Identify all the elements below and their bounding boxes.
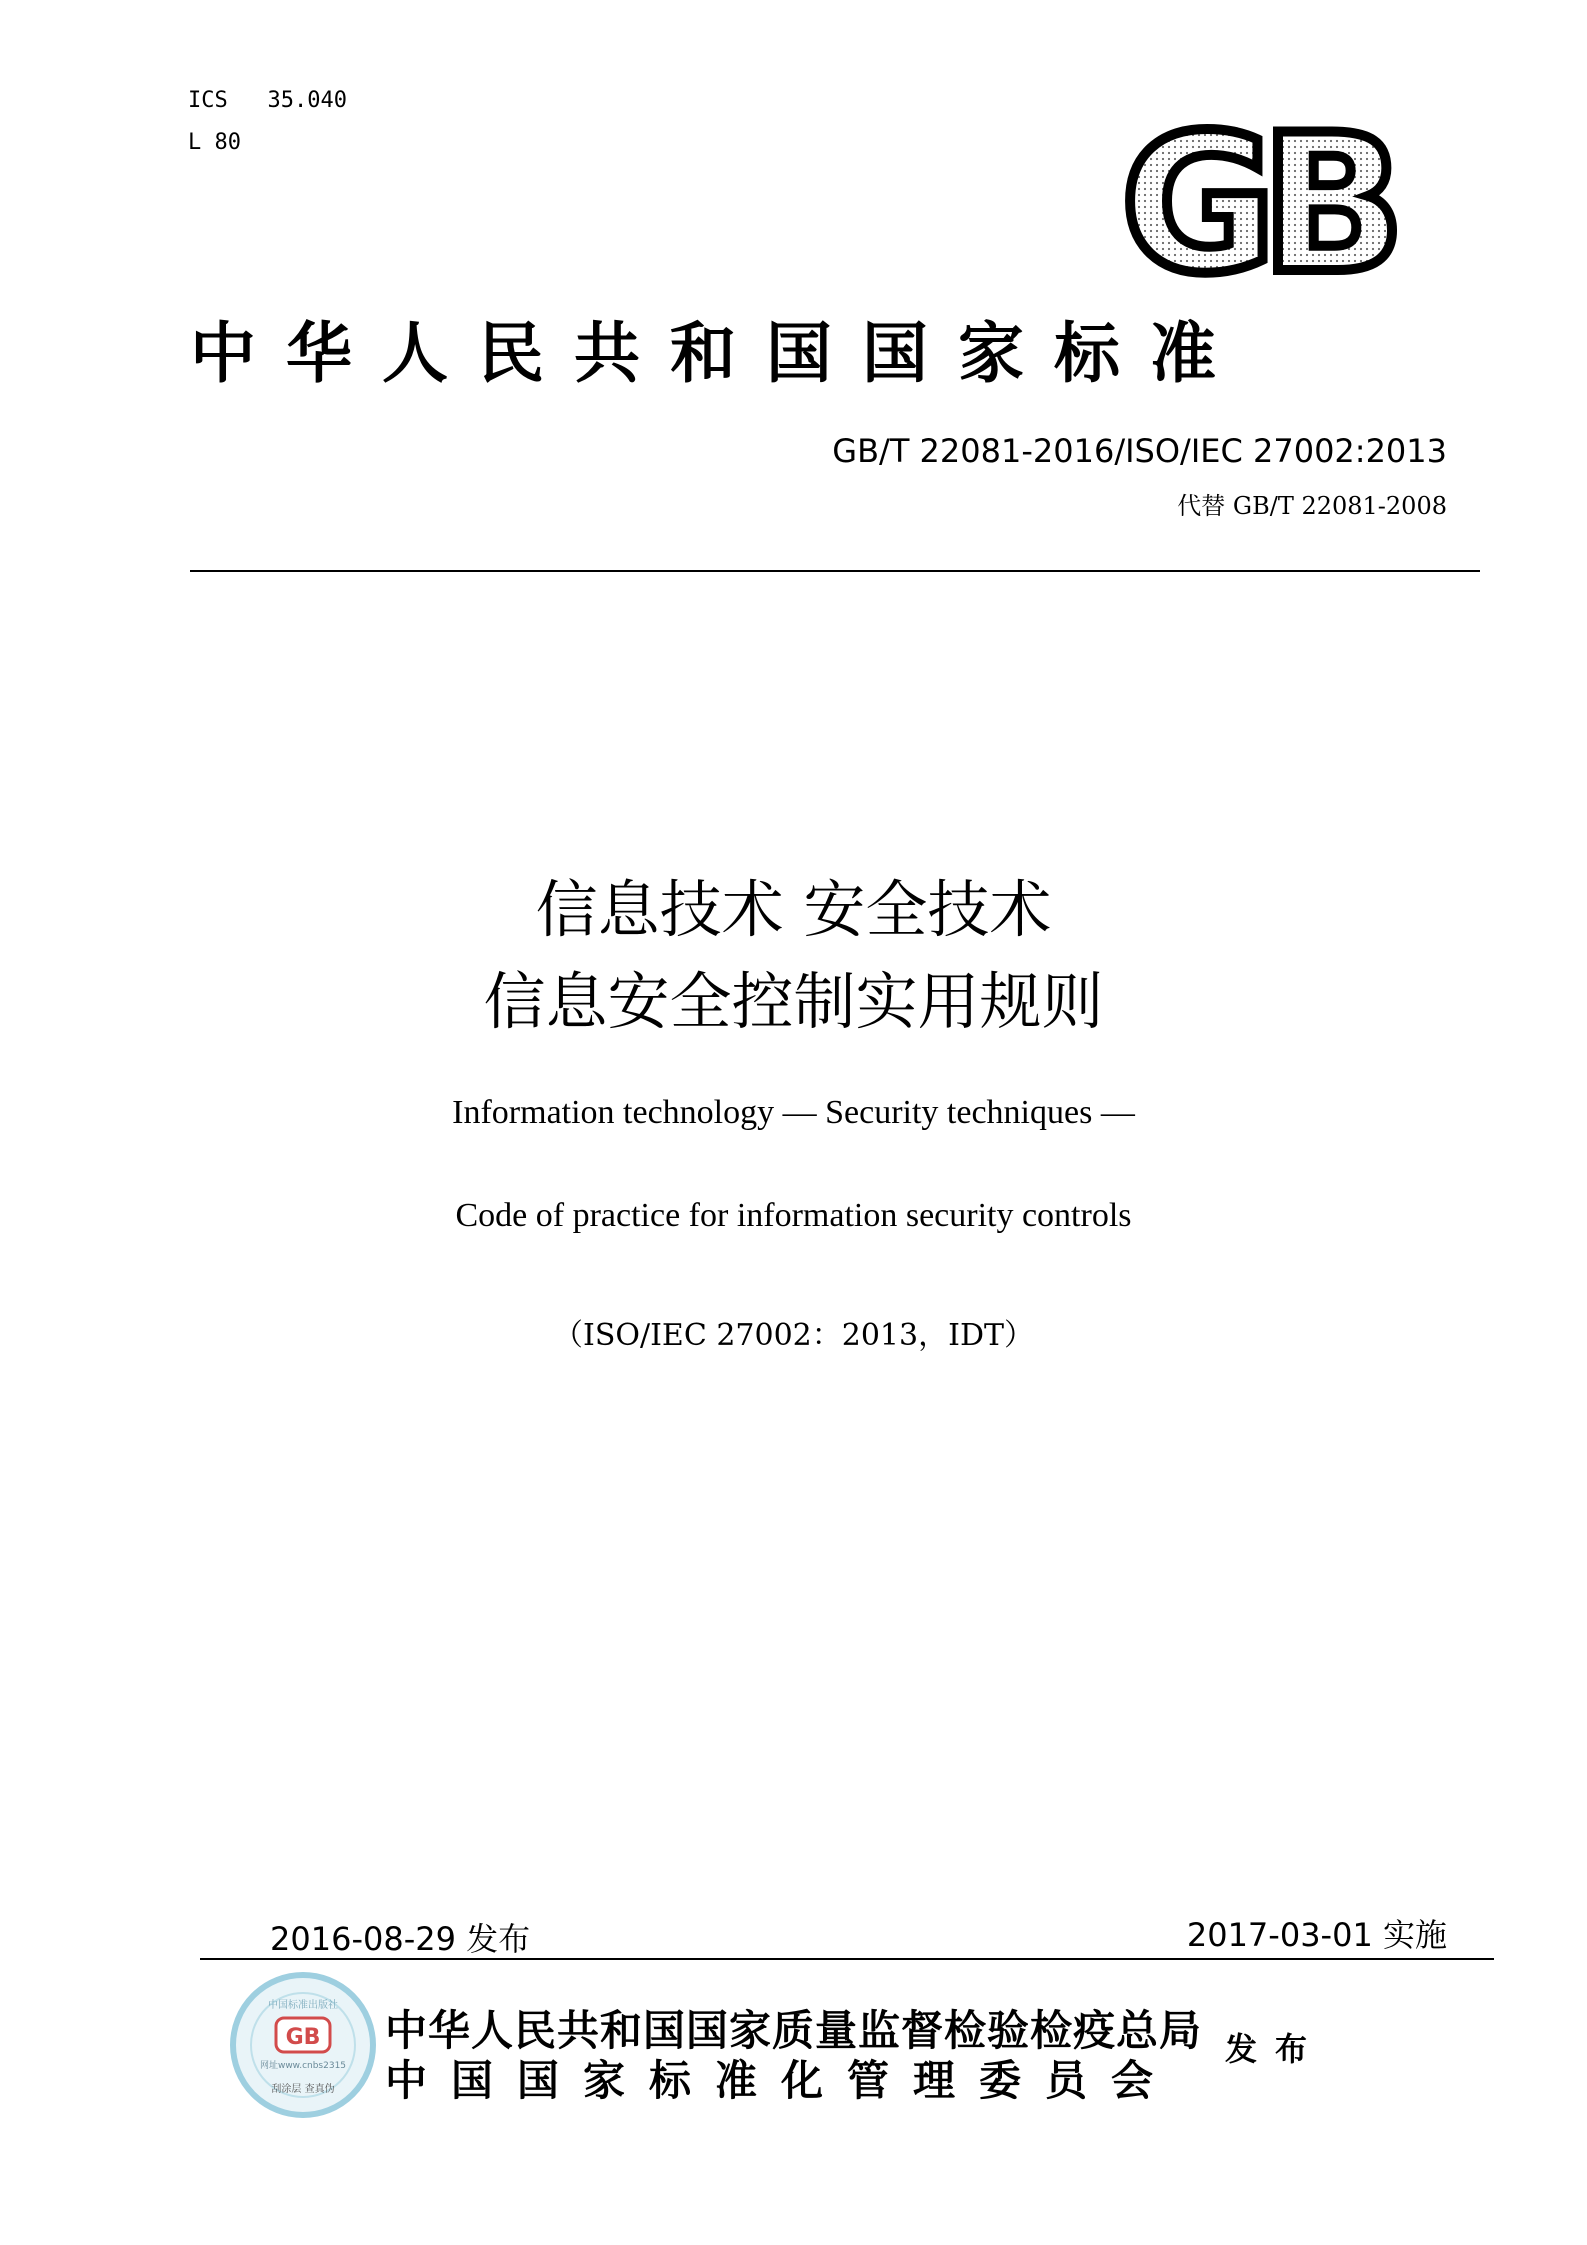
header-divider [190, 570, 1480, 572]
cn-title-line2: 信息安全控制实用规则 [483, 965, 1104, 1038]
anti-counterfeit-seal [228, 1970, 378, 2120]
ccs-code: L 80 [188, 130, 241, 155]
seal-emblem-text: GB [285, 2025, 321, 2050]
issuer-sac: 中国国家标准化管理委员会 [385, 2056, 1178, 2105]
implementation-date: 2017-03-01 实施 [1186, 1916, 1447, 1954]
replaces-standard: 代替 GB/T 22081-2008 [1177, 492, 1447, 520]
seal-mid-text: 网址www.cnbs2315 [259, 2061, 347, 2071]
ics-line [188, 80, 347, 122]
issue-date: 2016-08-29 发布 [270, 1920, 531, 1958]
seal-bottom-text: 刮涂层 查真伪 [271, 2084, 335, 2095]
en-title-line1: Information technology — Security techniques — [452, 1094, 1135, 1131]
en-title-line2: Code of practice for information security controls [455, 1197, 1132, 1234]
standard-number: GB/T 22081-2016/ISO/IEC 27002:2013 [832, 432, 1447, 470]
ics-code: 35.040 [267, 88, 347, 113]
gb-logo [1100, 120, 1410, 290]
issuer-aqsiq: 中华人民共和国国家质量监督检验检疫总局 [385, 2006, 1203, 2055]
footer-divider [200, 1958, 1494, 1960]
ics-label: ICS [188, 88, 228, 113]
gb-logo-text: GB [1120, 120, 1390, 290]
classification-codes [188, 80, 347, 164]
national-standard-title: 中华人民共和国国家标准 [190, 314, 1246, 392]
publish-label: 发布 [1225, 2030, 1326, 2068]
iso-reference: （ISO/IEC 27002：2013，IDT） [552, 1318, 1035, 1353]
cn-title-line1: 信息技术 安全技术 [535, 873, 1052, 946]
seal-top-text: 中国标准出版社 [268, 2000, 338, 2011]
